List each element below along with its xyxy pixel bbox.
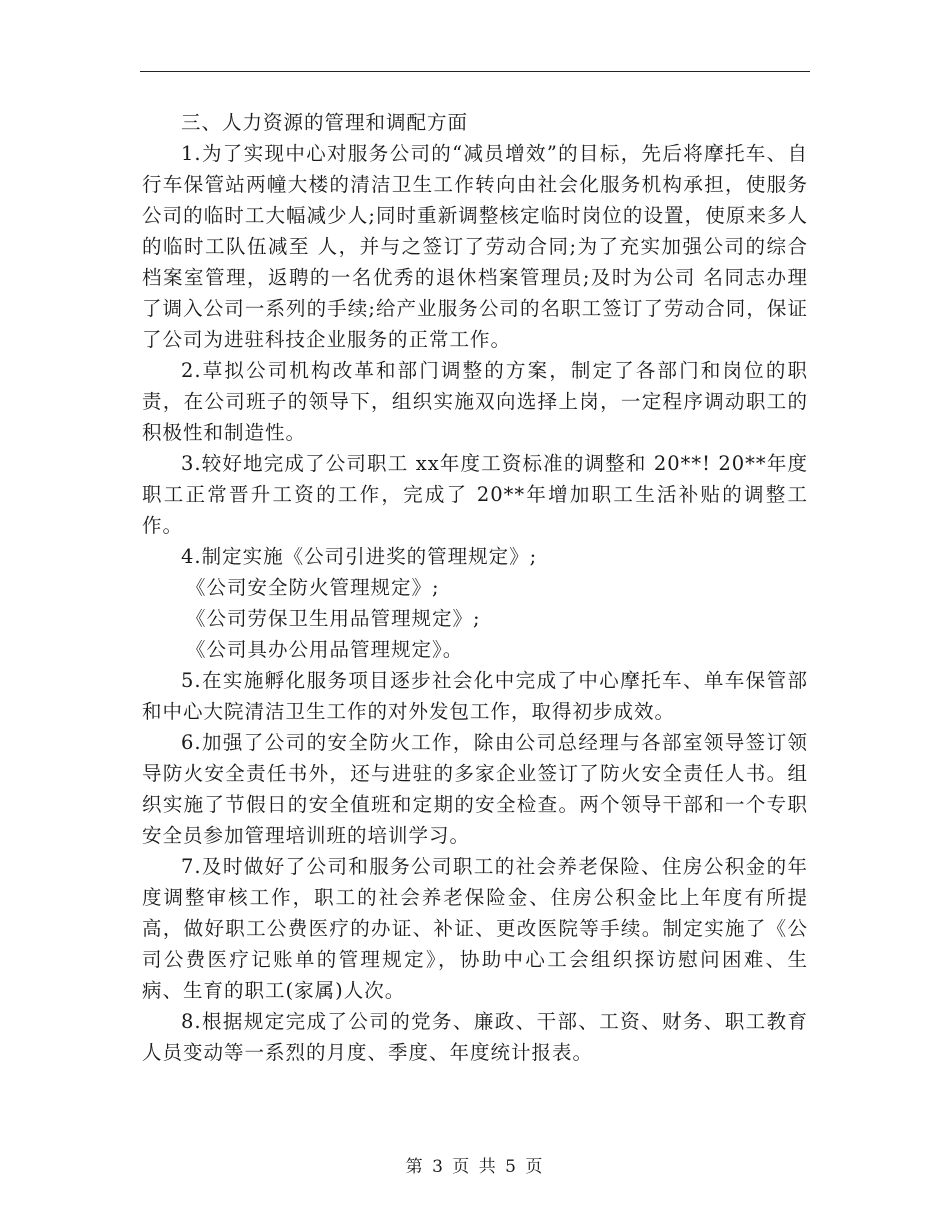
paragraph-6: 6.加强了公司的安全防火工作，除由公司总经理与各部室领导签订领导防火安全责任书外，还与进驻的多家企业签订了防火安全责任人书。组织实施了节假日的安全值班和定期的安全检查。两个领导干部和一个专职安全员参加管理培训班的培训学习。 (142, 731, 808, 847)
regulation-item-3: 《公司具办公用品管理规定》。 (186, 638, 464, 661)
paragraph-2: 2.草拟公司机构改革和部门调整的方案，制定了各部门和岗位的职责，在公司班子的领导下，组织实施双向选择上岗，一定程序调动职工的积极性和制造性。 (142, 359, 808, 444)
paragraph-5: 5.在实施孵化服务项目逐步社会化中完成了中心摩托车、单车保管部和中心大院清洁卫生工作的对外发包工作，取得初步成效。 (142, 669, 808, 723)
paragraph-3: 3.较好地完成了公司职工 xx年度工资标准的调整和 20**! 20**年度职工正常晋升工资的工作，完成了 20**年增加职工生活补贴的调整工作。 (142, 452, 808, 537)
regulation-item-2: 《公司劳保卫生用品管理规定》; (186, 607, 481, 630)
paragraph-1: 1.为了实现中心对服务公司的“减员增效”的目标，先后将摩托车、自行车保管站两幢大楼的清洁卫生工作转向由社会化服务机构承担，使服务公司的临时工大幅减少人;同时重新调整核定临时岗位的设置，使原来多人的临时工队伍减至 人，并与之签订了劳动合同;为了充实加强公司的综合档案室管理，返聘的一名优秀的退休档案管理员;及时为公司 名同志办理了调入公司一系列的手续;给产业服务公司的名职工签订了劳动合同，保证了公司为进驻科技企业服务的正常工作。 (142, 142, 808, 351)
paragraph-4: 4.制定实施《公司引进奖的管理规定》; (181, 545, 538, 568)
paragraph-8: 8.根据规定完成了公司的党务、廉政、干部、工资、财务、职工教育人员变动等一系烈的月度、季度、年度统计报表。 (142, 1010, 808, 1064)
paragraph-7: 7.及时做好了公司和服务公司职工的社会养老保险、住房公积金的年度调整审核工作，职工的社会养老保险金、住房公积金比上年度有所提高，做好职工公费医疗的办证、补证、更改医院等手续。制定实施了《公司公费医疗记账单的管理规定》，协助中心工会组织探访慰问困难、生病、生育的职工(家属)人次。 (142, 855, 808, 1002)
section-heading: 三、人力资源的管理和调配方面 (181, 111, 469, 134)
page-number: 第 3 页 共 5 页 (405, 1157, 545, 1177)
header-rule (140, 71, 810, 72)
regulation-item-1: 《公司安全防火管理规定》; (186, 576, 440, 599)
document-body (142, 107, 808, 1068)
